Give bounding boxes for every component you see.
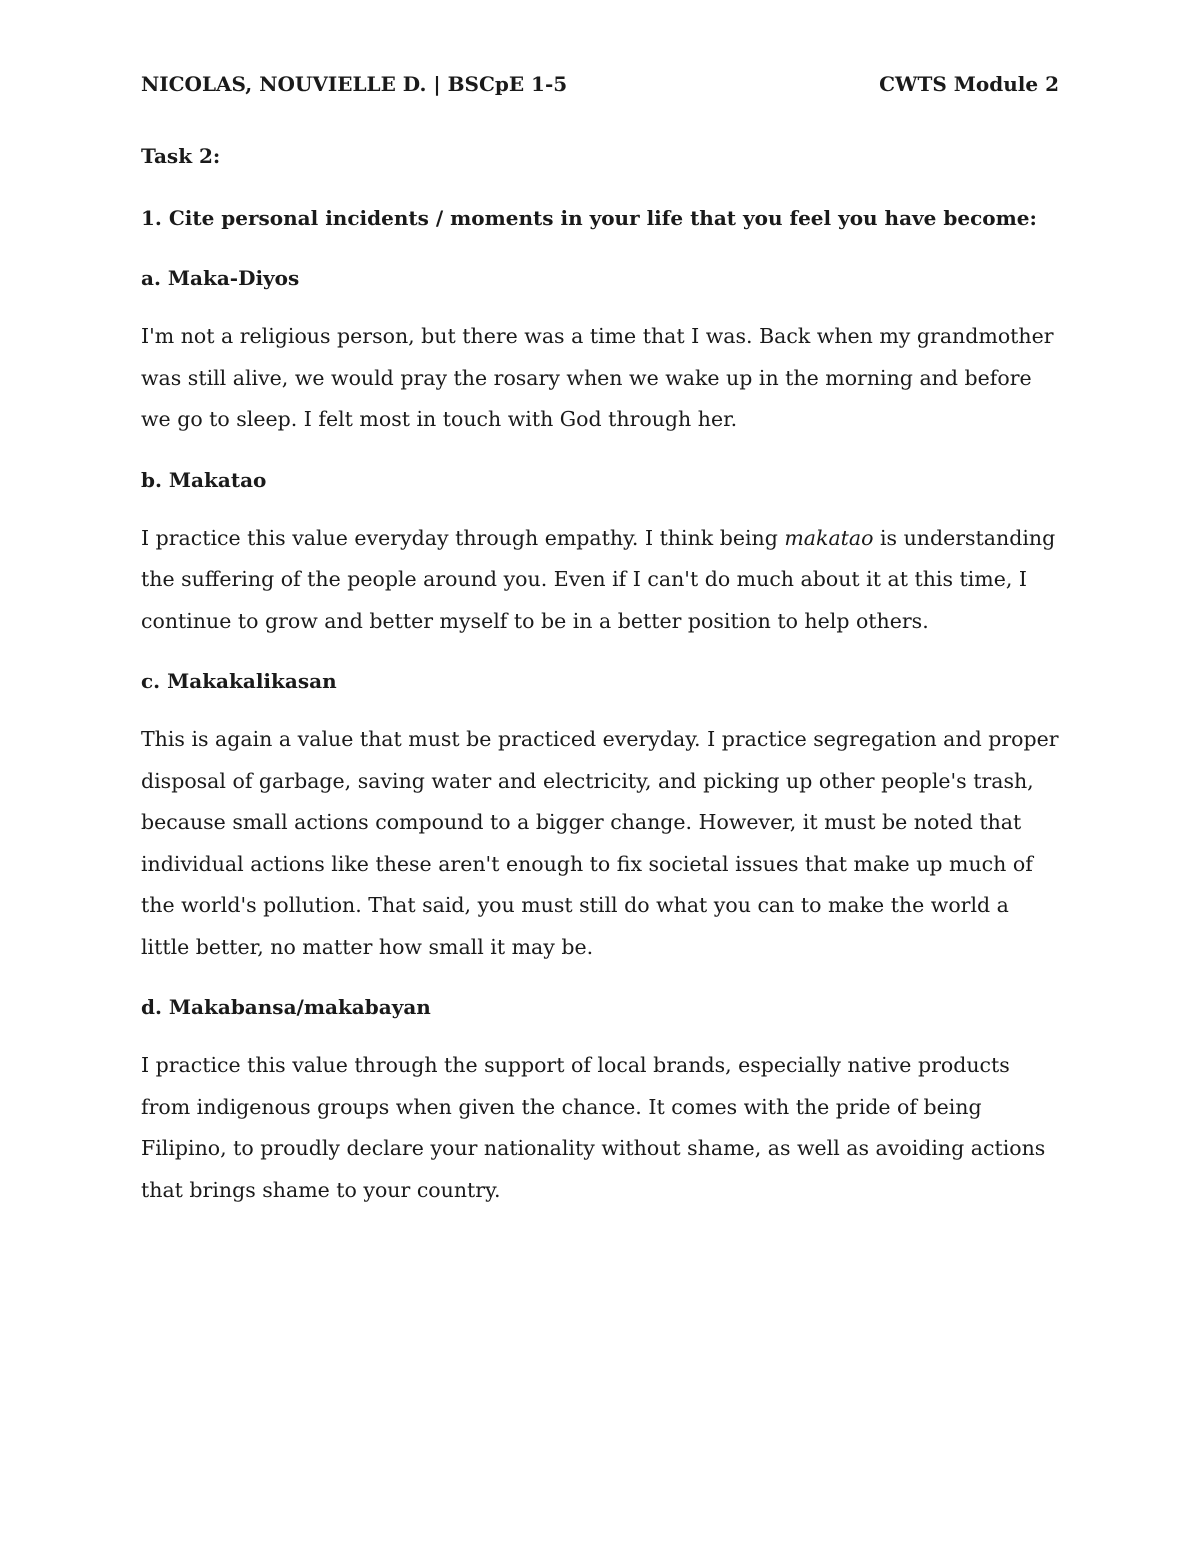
question-prompt: 1. Cite personal incidents / moments in your life that you feel you have become: [141,206,1037,230]
student-info: NICOLAS, NOUVIELLE D. | BSCpE 1-5 [141,72,568,96]
value-answer [141,518,1059,643]
emphasized-term: makatao [784,525,874,550]
value-answer: This is again a value that must be practiced everyday. I practice segregation and proper disposal of garbage, saving water and electricity, and picking up other people's trash, because small actions compound to a bigger change. However, it must be noted that individual actions like these aren't enough to fix societal issues that make up much of the world's pollution. That said, you must still do what you can to make the world a little better, no matter how small it may be. [141,727,1059,959]
value-heading: c. Makakalikasan [141,669,337,693]
value-heading: b. Makatao [141,467,267,492]
value-section-maka-diyos [141,260,1059,441]
value-answer: I practice this value through the support of local brands, especially native products from indigenous groups when given the chance. It comes with the pride of being Filipino, to proudly declare your nationality without shame, as well as avoiding actions that brings shame to your country. [141,1053,1046,1202]
value-section-makabansa [141,989,1059,1211]
task-label: Task 2: [141,144,221,168]
module-title: CWTS Module 2 [879,72,1059,96]
value-section-makatao [141,462,1059,643]
page-header [141,66,1059,102]
document-page [141,66,1059,1211]
value-heading: d. Makabansa/makabayan [141,995,431,1019]
value-answer: I'm not a religious person, but there was a time that I was. Back when my grandmother was still alive, we would pray the rosary when we wake up in the morning and before we go to sleep. I felt most in touch with God through her. [141,324,1054,431]
value-section-makakalikasan [141,663,1059,968]
answer-text: I practice this value everyday through empathy. I think being [141,525,785,550]
value-heading: a. Maka-Diyos [141,266,300,290]
answer-text: is understanding the suffering of the people around you. Even if I can't do much about it at this time, I continue to grow and better myself to be in a better position to help others. [141,525,1056,633]
